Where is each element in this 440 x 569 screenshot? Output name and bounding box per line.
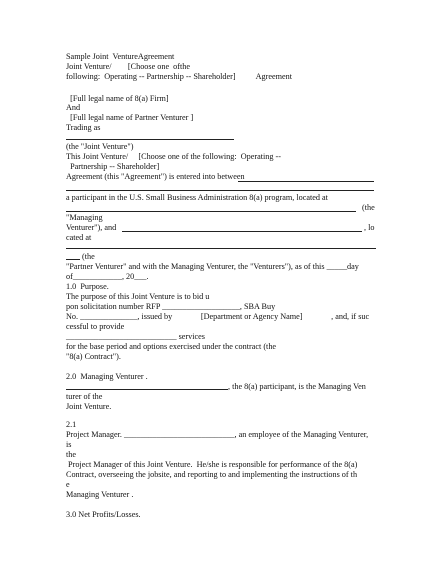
text-line: for the base period and options exercised under the contract (the [66, 342, 277, 351]
section-heading: 2.0 Managing Venturer . [66, 372, 148, 381]
text-line: Managing Venturer . [66, 490, 134, 499]
text-line: Contract, overseeing the jobsite, and reporting to and implementing the instructions of th [66, 470, 358, 479]
text-line: "Managing [66, 213, 103, 222]
text-line: Trading as [66, 123, 101, 132]
text-line: [Full legal name of Partner Venturer ] [66, 113, 194, 122]
text-line: , the 8(a) participant, is the Managing Ven [228, 382, 366, 391]
section-heading: 2.1 [66, 420, 77, 429]
text-line: Venturer"), and [66, 223, 117, 232]
text-line: Joint Venture/ [Choose one ofthe [66, 62, 191, 71]
text-line: Joint Venture. [66, 402, 112, 411]
text-line: This Joint Venture/ [Choose one of the following: Operating -- [66, 152, 281, 161]
blank-line [66, 139, 234, 140]
text-line: "8(a) Contract"). [66, 352, 121, 361]
text-line: (the [362, 203, 375, 212]
text-line: Project Manager of this Joint Venture. He/she is responsible for performance of the 8(a) [66, 460, 358, 469]
blank-line [66, 259, 80, 260]
text-line: (the "Joint Venture") [66, 142, 134, 151]
blank-line [66, 389, 228, 390]
blank-line [66, 211, 356, 212]
text-line: the [66, 450, 77, 459]
blank-line [66, 248, 376, 249]
text-line: The purpose of this Joint Venture is to bid u [66, 292, 210, 301]
text-line: Agreement (this "Agreement") is entered into between [66, 172, 245, 181]
blank-line [122, 231, 362, 232]
text-line: ___________________________ services [66, 332, 205, 341]
text-line: (the [82, 252, 95, 261]
text-line: cated at [66, 233, 92, 242]
section-heading: 3.0 Net Profits/Losses. [66, 510, 141, 519]
text-line: of____________, 20___. [66, 272, 149, 281]
text-line: following: Operating -- Partnership -- Shareholder] Agreement [66, 72, 293, 81]
blank-line [66, 190, 374, 191]
text-line: Partnership -- Shareholder] [66, 162, 160, 171]
blank-line [238, 181, 374, 182]
text-line: And [66, 103, 81, 112]
text-line: Project Manager. ___________________________, an employee of the Managing Venturer, [66, 430, 369, 439]
text-line: e [66, 480, 70, 489]
text-line: No. ______________, issued by [Department or Agency Name] , and, if suc [66, 312, 370, 321]
section-heading: 1.0 Purpose. [66, 282, 109, 291]
text-line: , lo [364, 223, 375, 232]
text-line: is [66, 440, 72, 449]
text-line: [Full legal name of 8(a) Firm] [66, 94, 169, 103]
text-line: "Partner Venturer" and with the Managing Venturer, the "Venturers"), as of this _____day [66, 262, 359, 271]
text-line: a participant in the U.S. Small Business Administration 8(a) program, located at [66, 193, 328, 202]
text-line: cessful to provide [66, 322, 125, 331]
text-line: turer of the [66, 392, 103, 401]
document-title: Sample Joint VentureAgreement [66, 52, 175, 61]
text-line: pon solicitation number RFP ___________________, SBA Buy [66, 302, 276, 311]
